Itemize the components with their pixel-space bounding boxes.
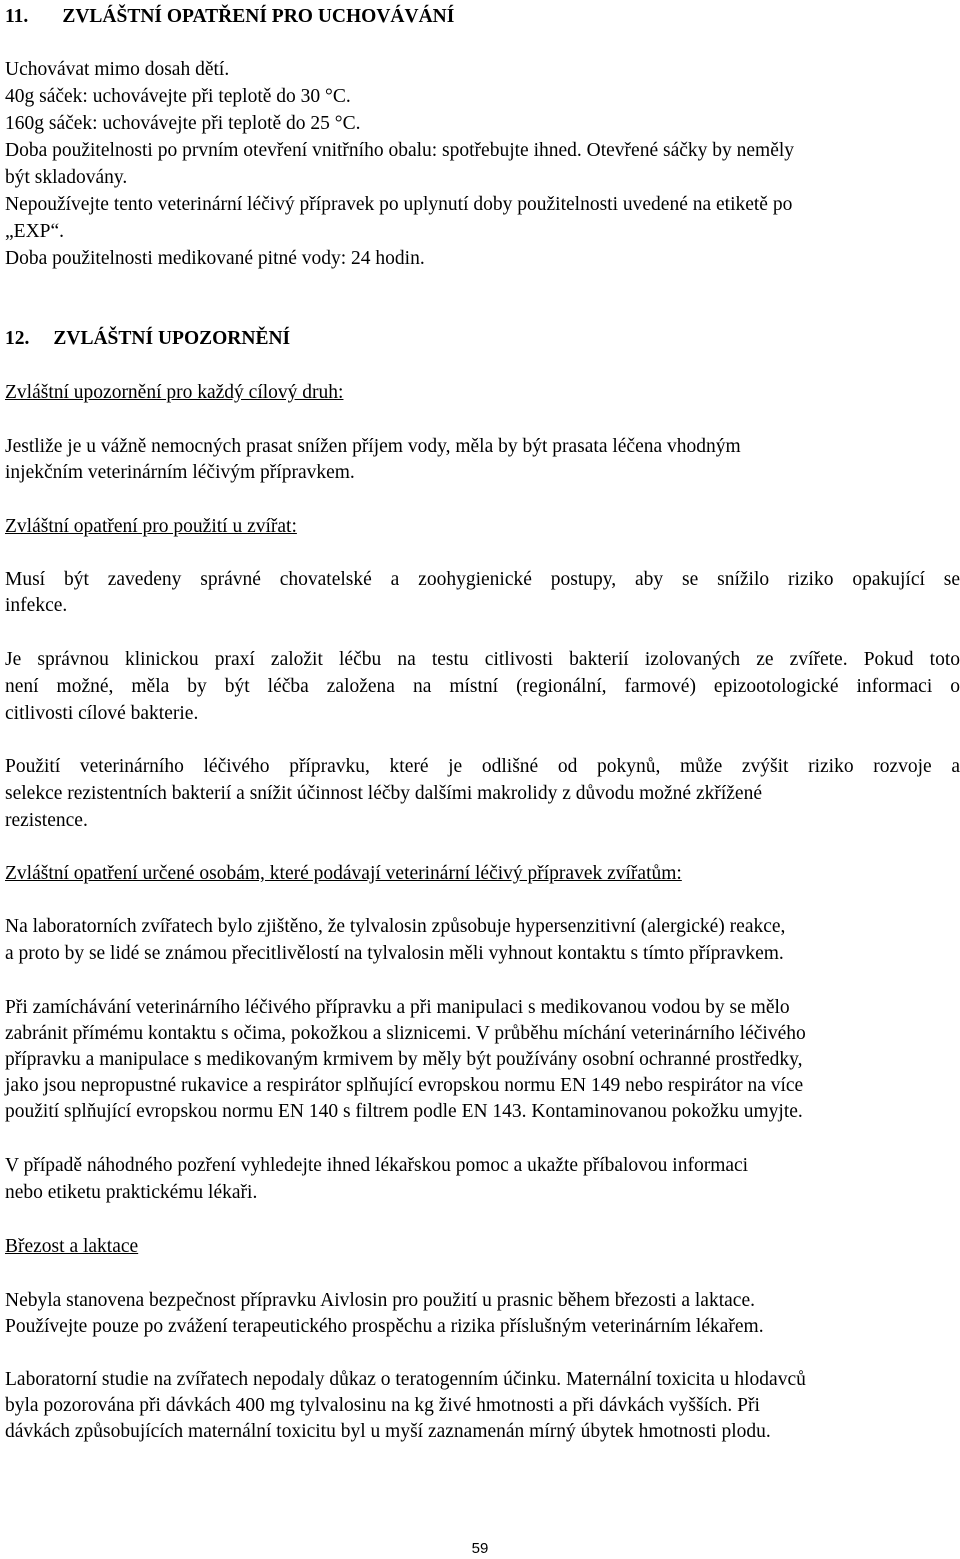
section-11-number: 11. <box>5 6 29 27</box>
text-line: injekčním veterinárním léčivým přípravkem. <box>5 462 355 483</box>
text-line: Na laboratorních zvířatech bylo zjištěno, že tylvalosin způsobuje hypersenzitivní (alergické) reakce, <box>5 916 786 937</box>
text-line: Nepoužívejte tento veterinární léčivý přípravek po uplynutí doby použitelnosti uvedené na etiketě po <box>5 194 793 215</box>
text-line: jako jsou nepropustné rukavice a respirátor splňující evropskou normu EN 149 nebo respirátor na více <box>5 1075 804 1096</box>
text-line: dávkách způsobujících maternální toxicitu byl u myší zaznamenán mírný úbytek hmotnosti plodu. <box>5 1421 771 1442</box>
section-12-heading <box>5 326 290 352</box>
text-line: Je správnou klinickou praxí založit léčbu na testu citlivosti bakterií izolovaných ze zvířete. Pokud toto <box>5 649 960 670</box>
text-line: být skladovány. <box>5 167 128 188</box>
section-11-title: ZVLÁŠTNÍ OPATŘENÍ PRO UCHOVÁVÁNÍ <box>62 6 455 27</box>
text-line: Používejte pouze po zvážení terapeutického prospěchu a rizika příslušným veterinárním lékařem. <box>5 1316 764 1337</box>
text-line: „EXP“. <box>5 221 65 242</box>
subheading: Březost a laktace <box>5 1236 139 1257</box>
text-line: použití splňující evropskou normu EN 140 s filtrem podle EN 143. Kontaminovanou pokožku umyjte. <box>5 1101 803 1122</box>
text-line: Jestliže je u vážně nemocných prasat snížen příjem vody, měla by být prasata léčena vhodným <box>5 436 741 457</box>
text-line: selekce rezistentních bakterií a snížit účinnost léčby dalšími makrolidy z důvodu možné zkřížené <box>5 783 762 804</box>
text-line: Musí být zavedeny správné chovatelské a zoohygienické postupy, aby se snížilo riziko opakující se <box>5 569 960 590</box>
page-number: 59 <box>471 1540 489 1557</box>
text-line: Laboratorní studie na zvířatech nepodaly důkaz o teratogenním účinku. Maternální toxicita u hlodavců <box>5 1369 806 1390</box>
subheading: Zvláštní upozornění pro každý cílový druh: <box>5 382 344 403</box>
subheading: Zvláštní opatření pro použití u zvířat: <box>5 516 297 537</box>
text-line: V případě náhodného pozření vyhledejte ihned lékařskou pomoc a ukažte příbalovou informaci <box>5 1155 749 1176</box>
section-11-heading <box>5 4 454 30</box>
text-line: Použití veterinárního léčivého přípravku, které je odlišné od pokynů, může zvýšit riziko rozvoje a <box>5 756 960 777</box>
text-line: přípravku a manipulace s medikovaným krmivem by měly být používány osobní ochranné prostředky, <box>5 1049 803 1070</box>
text-line: infekce. <box>5 595 68 616</box>
text-line: 40g sáček: uchovávejte při teplotě do 30 °C. <box>5 86 351 107</box>
text-line: citlivosti cílové bakterie. <box>5 703 199 724</box>
subheading: Zvláštní opatření určené osobám, které podávají veterinární léčivý přípravek zvířatům: <box>5 863 682 884</box>
text-line: zabránit přímému kontaktu s očima, pokožkou a sliznicemi. V průběhu míchání veterinárního léčivého <box>5 1023 806 1044</box>
text-line: Při zamíchávání veterinárního léčivého přípravku a při manipulaci s medikovanou vodou by se mělo <box>5 997 790 1018</box>
text-line: Doba použitelnosti medikované pitné vody: 24 hodin. <box>5 248 425 269</box>
text-line: byla pozorována při dávkách 400 mg tylvalosinu na kg živé hmotnosti a při dávkách vyšších. Při <box>5 1395 760 1416</box>
text-line: Doba použitelnosti po prvním otevření vnitřního obalu: spotřebujte ihned. Otevřené sáčky by neměly <box>5 140 795 161</box>
text-line: není možné, měla by být léčba založena na místní (regionální, farmové) epizootologické informaci o <box>5 676 960 697</box>
section-12-number: 12. <box>5 328 30 349</box>
text-line: 160g sáček: uchovávejte při teplotě do 25 °C. <box>5 113 361 134</box>
text-line: a proto by se lidé se známou přecitlivělostí na tylvalosin měli vyhnout kontaktu s tímto přípravkem. <box>5 943 784 964</box>
text-line: rezistence. <box>5 810 88 831</box>
section-12-title: ZVLÁŠTNÍ UPOZORNĚNÍ <box>53 328 291 349</box>
text-line: nebo etiketu praktickému lékaři. <box>5 1182 258 1203</box>
text-line: Uchovávat mimo dosah dětí. <box>5 59 230 80</box>
text-line: Nebyla stanovena bezpečnost přípravku Aivlosin pro použití u prasnic během březosti a laktace. <box>5 1290 755 1311</box>
